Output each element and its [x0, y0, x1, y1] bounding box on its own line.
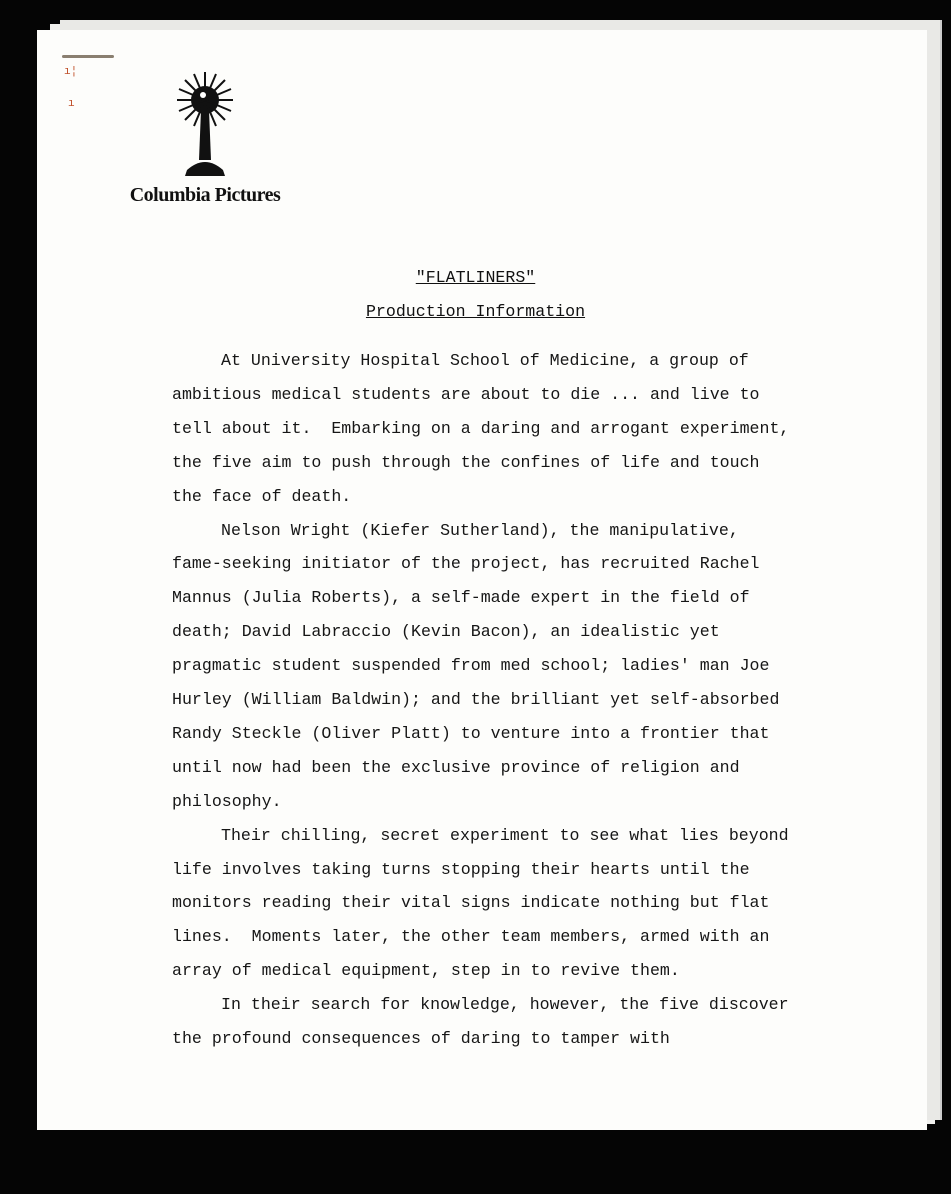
body-line: fame-seeking initiator of the project, has recruited Rachel [172, 554, 760, 574]
body-line: the face of death. [172, 486, 352, 506]
body-line: Randy Steckle (Oliver Platt) to venture into a frontier that [172, 723, 770, 743]
body-line: the profound consequences of daring to tamper with [172, 1029, 670, 1048]
body-line: Hurley (William Baldwin); and the brilliant yet self-absorbed [172, 690, 780, 709]
body-line: At University Hospital School of Medicine, a group of [221, 351, 749, 370]
body-line: lines. Moments later, the other team members, armed with an [172, 927, 770, 947]
body-line: Their chilling, secret experiment to see what lies beyond [221, 825, 789, 845]
body-line: In their search for knowledge, however, the five discover [221, 995, 789, 1015]
body-line: until now had been the exclusive province of religion and [172, 757, 740, 777]
staple-mark [62, 55, 114, 58]
body-line: the five aim to push through the confines of life and touch [172, 452, 760, 472]
ink-mark: ı¦ [64, 66, 78, 78]
body-line: Mannus (Julia Roberts), a self-made expert in the field of [172, 588, 750, 608]
body-line: array of medical equipment, step in to revive them. [172, 961, 680, 981]
ink-mark: ı [68, 98, 75, 110]
torch-lady-icon [165, 70, 245, 180]
body-line: monitors reading their vital signs indicate nothing but flat [172, 893, 770, 913]
document-subtitle: Production Information [365, 302, 586, 321]
body-line: philosophy. [172, 791, 282, 811]
body-line: death; David Labraccio (Kevin Bacon), an idealistic yet [172, 622, 720, 642]
body-line: pragmatic student suspended from med school; ladies' man Joe [172, 656, 770, 676]
brand-name: Columbia Pictures [129, 184, 281, 206]
columbia-pictures-logo [110, 70, 300, 207]
body-line: tell about it. Embarking on a daring and arrogant experiment, [172, 418, 790, 438]
body-line: Nelson Wright (Kiefer Sutherland), the manipulative, [221, 520, 739, 540]
body-line: life involves taking turns stopping their hearts until the [172, 859, 750, 879]
document-title: "FLATLINERS" [415, 268, 536, 287]
body-line: ambitious medical students are about to die ... and live to [172, 384, 760, 404]
